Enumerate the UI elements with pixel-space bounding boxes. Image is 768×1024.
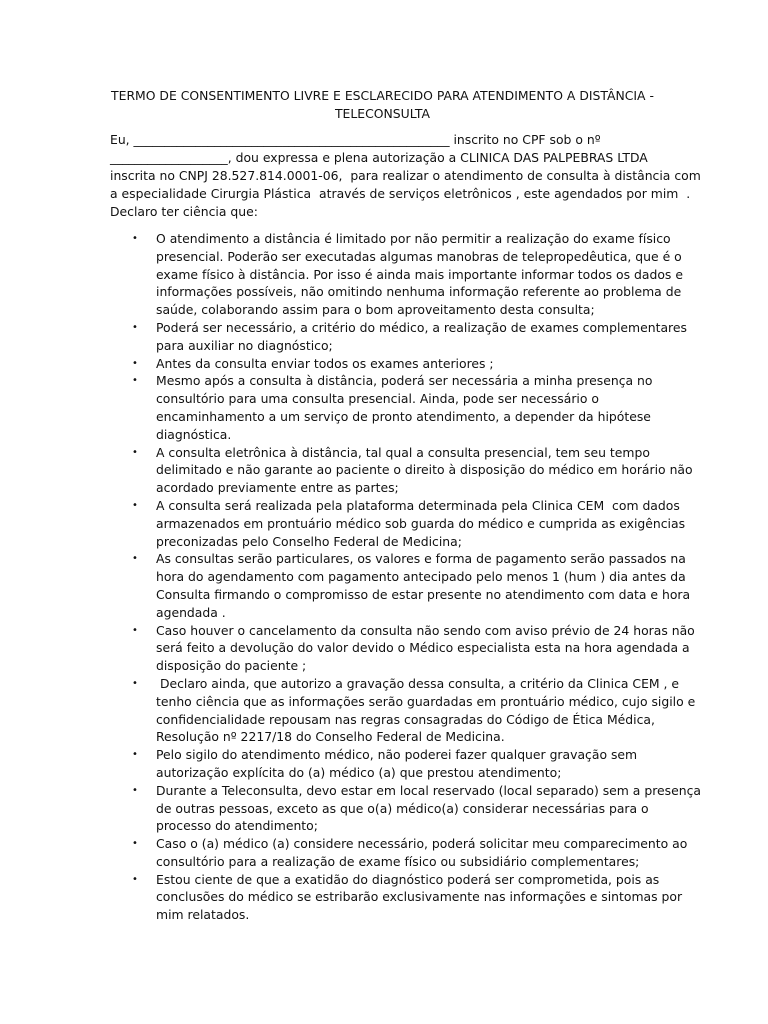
consent-clause [130,372,670,443]
clause-line: preconizadas pelo Conselho Federal de Medicina; [156,533,462,549]
consent-clause [130,746,670,782]
clause-line: mim relatados. [156,907,250,923]
clause-line: acordado previamente entre as partes; [156,480,399,496]
clause-line: exame físico à distância. Por isso é ainda mais importante informar todos os dados e [156,266,683,282]
consent-clause [130,444,693,497]
clause-line: Caso o (a) médico (a) considere necessário, poderá solicitar meu comparecimento ao [156,836,688,852]
bullet-icon: • [132,873,138,885]
title-line: TELECONSULTA [334,105,430,121]
clause-line: Antes da consulta enviar todos os exames anteriores ; [156,355,494,371]
clause-line: Caso houver o cancelamento da consulta não sendo com aviso prévio de 24 horas não [156,622,695,638]
clause-line: Durante a Teleconsulta, devo estar em local reservado (local separado) sem a presença [156,782,701,798]
consent-clause [130,835,688,871]
bullet-icon: • [132,624,138,636]
clause-line: O atendimento a distância é limitado por não permitir a realização do exame físico [156,231,671,246]
clause-line: agendada . [156,604,226,620]
bullet-icon: • [132,677,138,689]
clause-line: armazenados em prontuário médico sob guarda do médico e cumprida as exigências [156,515,686,531]
consent-clause [130,550,691,621]
bullet-icon: • [132,784,138,796]
clause-line: diagnóstica. [156,426,232,442]
intro-line: Eu, ___________________________________________________ inscrito no CPF sob o nº [110,132,601,147]
consent-clause [130,782,701,835]
clause-line: A consulta será realizada pela plataforma determinada pela Clinica CEM com dados [156,497,680,513]
bullet-icon: • [132,499,138,511]
intro-line: Declaro ter ciência que: [110,204,258,219]
intro-line: inscrita no CNPJ 28.527.814.0001-06, para realizar o atendimento de consulta à distância com [110,168,701,183]
consent-clause [130,355,670,373]
clause-line: Declaro ainda, que autorizo a gravação dessa consulta, a critério da Clinica CEM , e [156,675,680,691]
clause-line: para auxiliar no diagnóstico; [156,337,333,353]
clause-line: delimitado e não garante ao paciente o direito à disposição do médico em horário não [156,462,693,478]
bullet-icon: • [132,321,138,333]
clause-line: processo do atendimento; [156,818,318,834]
consent-clause [130,319,687,355]
consent-clause [130,871,683,924]
clause-line: Pelo sigilo do atendimento médico, não poderei fazer qualquer gravação sem [156,747,638,763]
bullet-icon: • [132,233,138,244]
clause-line: consultório para a realização de exame físico ou subsidiário complementares; [156,853,640,869]
intro-line: a especialidade Cirurgia Plástica através de serviços eletrônicos , este agendados por mim . [110,186,691,201]
clause-line: tenho ciência que as informações serão guardadas em prontuário médico, cujo sigilo e [156,693,696,709]
clause-line: informações possíveis, não omitindo nenhuma informação referente ao problema de [156,284,682,300]
clause-line: Poderá ser necessário, a critério do médico, a realização de exames complementares [156,319,687,335]
bullet-icon: • [132,357,138,369]
clause-line: será feito a devolução do valor devido o Médico especialista esta na hora agendada a [156,640,690,656]
intro-line: ___________________, dou expressa e plena autorização a CLINICA DAS PALPEBRAS LTDA [110,150,648,165]
consent-clause [130,497,686,550]
consent-clause-list [130,230,701,924]
clause-line: disposição do paciente ; [156,658,307,674]
document-title [110,87,655,122]
bullet-icon: • [132,446,138,458]
clause-line: Estou ciente de que a exatidão do diagnóstico poderá ser comprometida, pois as [156,871,660,887]
consent-clause [130,622,695,675]
clause-line: de outras pessoas, exceto as que o(a) médico(a) considerar necessárias para o [156,800,649,816]
clause-line: Consulta firmando o compromisso de estar presente no atendimento com data e hora [156,586,691,602]
clause-line: autorização explícita do (a) médico (a) que prestou atendimento; [156,764,562,780]
clause-line: As consultas serão particulares, os valores e forma de pagamento serão passados na [156,551,686,567]
clause-line: Mesmo após a consulta à distância, poderá ser necessária a minha presença no [156,373,653,389]
clause-line: saúde, colaborando assim para o bom aproveitamento desta consulta; [156,302,595,318]
bullet-icon: • [132,553,138,565]
bullet-icon: • [132,749,138,761]
title-line: TERMO DE CONSENTIMENTO LIVRE E ESCLARECIDO PARA ATENDIMENTO A DISTÂNCIA - [111,88,654,103]
clause-line: hora do agendamento com pagamento antecipado pelo menos 1 (hum ) dia antes da [156,569,686,585]
clause-line: conclusões do médico se estribarão exclusivamente nas informações e sintomas por [156,889,683,905]
bullet-icon: • [132,375,138,387]
bullet-icon: • [132,838,138,850]
clause-line: encaminhamento a um serviço de pronto atendimento, a depender da hipótese [156,408,651,424]
clause-line: presencial. Poderão ser executadas algumas manobras de telepropedêutica, que é o [156,248,682,264]
clause-line: A consulta eletrônica à distância, tal qual a consulta presencial, tem seu tempo [156,444,650,460]
clause-line: confidencialidade repousam nas regras consagradas do Código de Ética Médica, [156,711,655,727]
consent-clause [130,675,696,746]
clause-line: Resolução nº 2217/18 do Conselho Federal de Medicina. [156,729,505,745]
intro-paragraph [110,131,701,221]
clause-line: consultório para uma consulta presencial. Ainda, pode ser necessário o [156,391,599,407]
consent-clause [130,230,683,319]
